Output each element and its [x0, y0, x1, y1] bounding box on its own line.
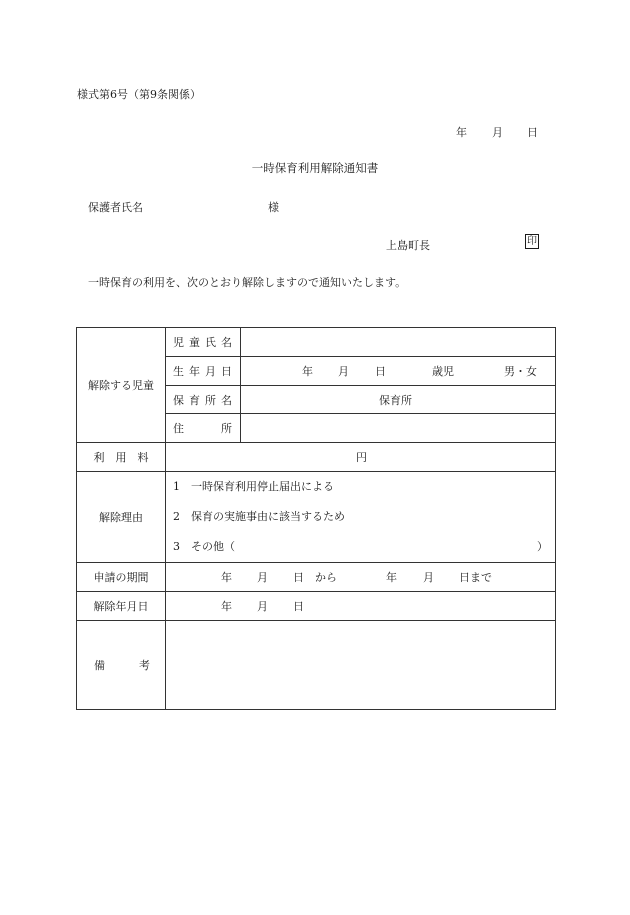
reason-option-2[interactable]: 2 保育の実施事由に該当するため [173, 510, 345, 523]
address-label [166, 414, 241, 443]
birth-day-unit: 日 [375, 365, 386, 378]
child-section-label: 解除する児童 [77, 328, 166, 443]
period-until-year: 年 [386, 571, 397, 584]
period-until-month: 月 [423, 571, 434, 584]
gender-options: 男・女 [504, 365, 537, 378]
period-field[interactable] [166, 563, 556, 592]
intro-text: 一時保育の利用を、次のとおり解除しますので通知いたします。 [88, 276, 407, 289]
nursery-suffix: 保育所 [379, 393, 412, 407]
reason-label: 解除理由 [77, 472, 166, 563]
guardian-name-label: 保護者氏名 [88, 201, 143, 214]
cancel-date-field[interactable] [166, 592, 556, 621]
cancel-year-unit: 年 [221, 600, 232, 613]
child-name-label: 児童氏名 [166, 328, 241, 357]
address-field[interactable] [241, 414, 556, 443]
seal-mark: 印 [527, 236, 537, 247]
fee-field[interactable] [166, 443, 556, 472]
address-label-part1: 住 [173, 422, 184, 435]
table-row [77, 621, 556, 710]
reason-option-3[interactable] [166, 532, 555, 562]
nursery-name-label: 保育所名 [166, 386, 241, 414]
nursery-name-field[interactable] [241, 386, 556, 414]
reason-close-paren: ） [537, 540, 548, 553]
cancel-month-unit: 月 [257, 600, 268, 613]
birth-month-unit: 月 [338, 365, 349, 378]
period-label: 申請の期間 [77, 563, 166, 592]
guardian-honorific: 様 [268, 201, 279, 214]
birthdate-field[interactable] [241, 357, 556, 386]
fee-unit: 円 [356, 451, 367, 464]
table-row [77, 472, 556, 563]
reason-options [166, 472, 556, 563]
table-row [77, 592, 556, 621]
age-unit: 歳児 [432, 365, 454, 378]
period-from-month: 月 [257, 571, 268, 584]
table-row [77, 563, 556, 592]
reason-option-1[interactable]: 1 一時保育利用停止届出による [173, 480, 334, 493]
header-date-year: 年 [456, 126, 467, 139]
period-from-day: 日 から [293, 571, 337, 584]
header-date-month: 月 [492, 126, 503, 139]
issuer-name: 上島町長 [386, 239, 430, 252]
form-number: 様式第6号（第9条関係） [77, 88, 201, 101]
fee-label: 利 用 料 [77, 443, 166, 472]
cancel-date-label: 解除年月日 [77, 592, 166, 621]
header-date-day: 日 [527, 126, 538, 139]
period-until-day: 日まで [459, 571, 492, 584]
table-row [77, 443, 556, 472]
notice-table [76, 327, 556, 710]
period-from-year: 年 [221, 571, 232, 584]
document-title: 一時保育利用解除通知書 [251, 161, 379, 175]
remarks-label [77, 621, 166, 710]
reason-option-3-text: 3 その他（ [173, 540, 235, 553]
cancel-day-unit: 日 [293, 600, 304, 613]
address-label-part2: 所 [221, 422, 232, 435]
remarks-label-part2: 考 [139, 659, 150, 672]
table-row [77, 328, 556, 357]
birth-year-unit: 年 [302, 365, 313, 378]
remarks-field[interactable] [166, 621, 556, 710]
birthdate-label: 生年月日 [166, 357, 241, 386]
child-name-field[interactable] [241, 328, 556, 357]
remarks-label-part1: 備 [94, 659, 105, 672]
